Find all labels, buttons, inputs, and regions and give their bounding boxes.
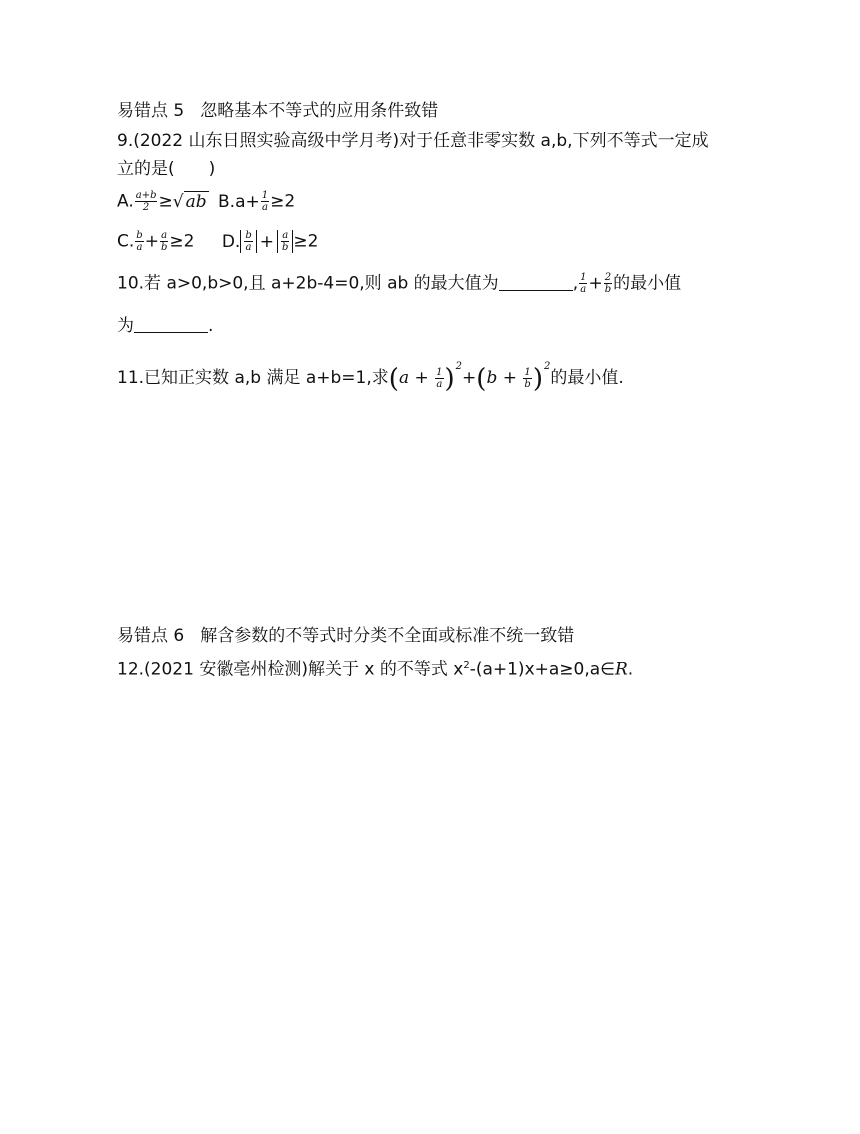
q10-line1: 10.若 a>0,b>0,且 a+2b-4=0,则 ab 的最大值为 , $\frac{1}{a}$ + $\frac{2}{b}$ 的最小值 <box>117 272 682 295</box>
answer-blank-2[interactable] <box>134 318 208 333</box>
option-c-fraction-2: $\frac{a}{b}$ <box>160 230 168 253</box>
section-5-title: 忽略基本不等式的应用条件致错 <box>200 101 439 121</box>
option-c-fraction-1: $\frac{b}{a}$ <box>136 230 143 253</box>
q9-options-ab: A. $\frac{a+b}{2}$ ≥√ ab B.a+ $\frac{1}{a}$ ≥2 <box>117 190 296 213</box>
q11-fraction-1: $\frac{1}{a}$ <box>436 366 443 390</box>
section-6-title: 解含参数的不等式时分类不全面或标准不统一致错 <box>200 626 575 646</box>
option-d-label: D. <box>221 231 241 252</box>
section-5-heading <box>117 100 438 122</box>
q11-line: 11.已知正实数 a,b 满足 a+b=1,求(a + $\frac{1}{a}$ )$^2$+(b + $\frac{1}{b}$ )$^2$的最小值. <box>117 361 624 394</box>
option-c-label: C. <box>117 231 135 252</box>
q9-options-cd: C. $\frac{b}{a}$ + $\frac{a}{b}$ ≥2 D. $\frac{b}{a}$ + $\frac{a}{b}$ ≥2 <box>117 230 319 253</box>
option-b-fraction: $\frac{1}{a}$ <box>261 190 269 213</box>
answer-blank-1[interactable] <box>499 276 573 291</box>
q10-fraction-2: $\frac{2}{b}$ <box>604 272 612 295</box>
sqrt-ab: √ ab <box>172 191 207 212</box>
option-a-label: A. <box>117 191 134 212</box>
q9-line2: 立的是( ) <box>117 159 216 179</box>
option-b-label: B.a+ <box>218 191 260 212</box>
q12-line: 12.(2021 安徽亳州检测)解关于 x 的不等式 $x^2-(a+1)x+a\ge 0,a\in R$. <box>117 659 634 680</box>
q10-fraction-1: $\frac{1}{a}$ <box>580 272 587 295</box>
option-d-abs-2: $\frac{a}{b}$ <box>277 230 293 253</box>
q10-line2: 为 . <box>117 316 214 336</box>
q11-fraction-2: $\frac{1}{b}$ <box>524 366 531 390</box>
section-6-label: 易错点 6 <box>117 626 185 646</box>
option-a-fraction: $\frac{a+b}{2}$ <box>135 190 157 213</box>
option-d-abs-1: $\frac{b}{a}$ <box>240 230 256 253</box>
section-6-heading <box>117 625 574 647</box>
section-5-label: 易错点 5 <box>117 101 185 121</box>
q9-line1: 9.(2022 山东日照实验高级中学月考)对于任意非零实数 a,b,下列不等式一定成 <box>117 131 709 151</box>
